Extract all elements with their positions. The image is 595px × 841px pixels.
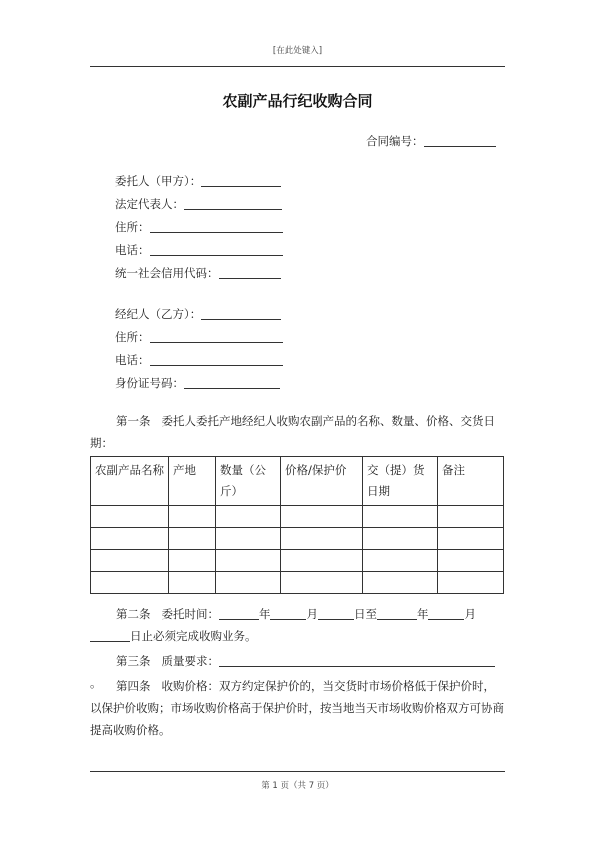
table-cell [438, 506, 504, 528]
article-3-label: 质量要求： [161, 654, 219, 668]
credit-code-label: 统一社会信用代码： [115, 266, 219, 280]
table-header-cell: 备注 [438, 457, 504, 506]
party-a-address-blank [150, 220, 283, 233]
table-header-cell: 数量（公斤） [216, 457, 281, 506]
table-cell [281, 506, 363, 528]
contract-number-field [366, 133, 496, 149]
table-cell [169, 528, 216, 550]
table-cell [91, 572, 169, 594]
table-cell [216, 528, 281, 550]
table-row [91, 506, 504, 528]
table-cell [91, 550, 169, 572]
legal-rep-blank [184, 197, 282, 210]
client-blank [201, 174, 281, 187]
party-a-phone-label: 电话： [115, 243, 150, 257]
client-label: 委托人（甲方）： [115, 174, 202, 188]
year-text: 年 [258, 607, 271, 621]
end-year-blank [377, 607, 417, 620]
table-cell [363, 528, 438, 550]
table-cell [91, 506, 169, 528]
month-text: 月 [464, 607, 476, 621]
page-footer: 第 1 页（共 7 页） [261, 781, 334, 791]
table-cell [91, 528, 169, 550]
table-cell [438, 550, 504, 572]
table-cell [438, 528, 504, 550]
table-cell [363, 550, 438, 572]
article-3-end: 。 [90, 676, 102, 690]
table-row [91, 528, 504, 550]
contract-number-blank [424, 134, 496, 147]
broker-field [115, 306, 281, 322]
article-1-text: 委托人委托产地经纪人收购农副产品的名称、数量、价格、交货日期： [90, 414, 495, 450]
article-3-number: 第三条 [116, 654, 151, 668]
goods-table [90, 456, 504, 594]
table-cell [281, 572, 363, 594]
table-header-cell: 产地 [169, 457, 216, 506]
table-cell [363, 572, 438, 594]
credit-code-field [115, 265, 281, 281]
id-number-blank [184, 376, 280, 389]
party-b-address-blank [150, 330, 283, 343]
client-field [115, 173, 281, 189]
table-cell [216, 506, 281, 528]
table-header-cell: 农副产品名称 [91, 457, 169, 506]
table-cell [169, 550, 216, 572]
party-b-address-field [115, 329, 283, 345]
table-cell [281, 528, 363, 550]
table-cell [216, 572, 281, 594]
legal-rep-label: 法定代表人： [115, 197, 184, 211]
legal-rep-field [115, 196, 282, 212]
document-title: 农副产品行纪收购合同 [222, 92, 373, 110]
start-year-blank [219, 607, 259, 620]
table-cell [169, 572, 216, 594]
broker-blank [201, 307, 281, 320]
table-cell [281, 550, 363, 572]
article-2-number: 第二条 [116, 607, 151, 621]
article-4-text: 收购价格：双方约定保护价的，当交货时市场价格低于保护价时，以保护价收购；市场收购价格高于保护价时，按当地当天市场收购价格双方可协商提高收购价格。 [90, 679, 504, 737]
contract-number-label: 合同编号： [366, 134, 424, 148]
table-cell [169, 506, 216, 528]
party-a-address-field [115, 219, 283, 235]
party-b-phone-blank [150, 353, 283, 366]
start-month-blank [270, 607, 306, 620]
month-text: 月 [306, 607, 318, 621]
article-1 [90, 410, 505, 454]
footer-rule [90, 771, 505, 772]
day-end-text: 日止必须完成收购业务。 [130, 629, 257, 643]
broker-label: 经纪人（乙方）： [115, 307, 202, 321]
table-cell [216, 550, 281, 572]
table-row [91, 572, 504, 594]
table-header-cell: 价格/保护价 [281, 457, 363, 506]
table-cell [363, 506, 438, 528]
article-2 [90, 603, 505, 647]
credit-code-blank [219, 266, 281, 279]
table-cell [438, 572, 504, 594]
article-4-number: 第四条 [116, 679, 151, 693]
article-4 [90, 675, 505, 741]
party-b-phone-label: 电话： [115, 353, 150, 367]
id-number-label: 身份证号码： [115, 376, 184, 390]
table-row [91, 550, 504, 572]
end-month-blank [428, 607, 464, 620]
party-a-phone-blank [150, 243, 283, 256]
quality-blank [219, 654, 495, 667]
header-placeholder: [在此处键入] [272, 46, 323, 56]
party-a-phone-field [115, 242, 283, 258]
header-rule [90, 66, 505, 67]
party-b-address-label: 住所： [115, 330, 150, 344]
day-to-text: 日至 [353, 607, 377, 621]
party-a-address-label: 住所： [115, 220, 150, 234]
article-2-label: 委托时间： [161, 607, 219, 621]
end-day-blank [90, 629, 130, 642]
party-b-phone-field [115, 352, 283, 368]
start-day-blank [318, 607, 354, 620]
table-header-row [91, 457, 504, 506]
table-header-cell: 交（提）货日期 [363, 457, 438, 506]
id-number-field [115, 375, 280, 391]
article-1-number: 第一条 [116, 414, 151, 428]
year-text: 年 [416, 607, 429, 621]
